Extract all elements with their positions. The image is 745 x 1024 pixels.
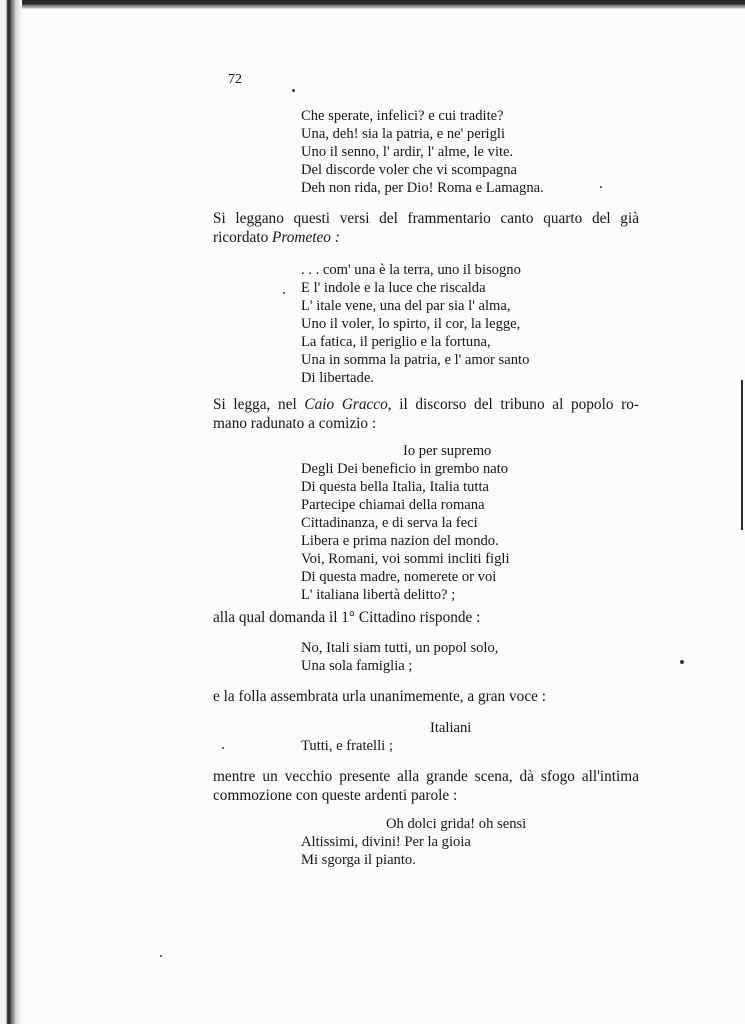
- page-number: 72: [228, 72, 242, 87]
- verse-line: E l' indole e la luce che riscalda: [301, 280, 486, 296]
- scan-speck: [680, 660, 684, 664]
- verse-line: Partecipe chiamai della romana: [301, 497, 485, 513]
- verse-line: No, Itali siam tutti, un popol solo,: [301, 640, 499, 656]
- verse-line: Del discorde voler che vi scompagna: [301, 162, 517, 178]
- scan-speck: [222, 747, 224, 749]
- verse-line: . . . com' una è la terra, uno il bisogno: [301, 262, 521, 278]
- verse-line: La fatica, il periglio e la fortuna,: [301, 334, 491, 350]
- verse-line: Mi sgorga il pianto.: [301, 852, 416, 868]
- verse-line: Io per supremo: [403, 443, 492, 459]
- verse-line: Una in somma la patria, e l' amor santo: [301, 352, 530, 368]
- scan-speck: [600, 186, 602, 188]
- verse-line: L' itale vene, una del par sia l' alma,: [301, 298, 511, 314]
- scan-speck: [292, 89, 295, 92]
- verse-line: Una sola famiglia ;: [301, 658, 413, 674]
- verse-line: Altissimi, divini! Per la gioia: [301, 834, 471, 850]
- verse-line: L' italiana libertà delitto? ;: [301, 587, 456, 603]
- scan-speck: [160, 955, 162, 957]
- prose-line: mentre un vecchio presente alla grande scena, dà sfogo all'intima: [213, 768, 639, 785]
- verse-line: Che sperate, infelici? e cui tradite?: [301, 108, 504, 124]
- work-title: Prometeo :: [272, 229, 340, 246]
- work-title: Caio Gracco,: [304, 396, 392, 413]
- prose-line: e la folla assembrata urla unanimemente, a gran voce :: [213, 688, 546, 705]
- prose-line: mano radunato a comizio :: [213, 415, 377, 432]
- verse-line: Tutti, e fratelli ;: [301, 738, 393, 754]
- prose-line: commozione con queste ardenti parole :: [213, 787, 458, 804]
- verse-line: Degli Dei beneficio in grembo nato: [301, 461, 509, 477]
- verse-line: Una, deh! sia la patria, e ne' perigli: [301, 126, 506, 142]
- verse-line: Libera e prima nazion del mondo.: [301, 533, 499, 549]
- prose-line: [213, 396, 639, 414]
- prose-text: il discorso del tribuno al popolo ro-: [391, 396, 639, 413]
- verse-line: Voi, Romani, voi sommi incliti figli: [301, 551, 510, 567]
- verse-line: Cittadinanza, e di serva la feci: [301, 515, 478, 531]
- scan-artifact: [741, 380, 743, 530]
- scan-speck: [283, 292, 285, 294]
- verse-line: Italiani: [430, 720, 472, 736]
- verse-line: Uno il senno, l' ardir, l' alme, le vite.: [301, 144, 514, 160]
- verse-line: Uno il voler, lo spirto, il cor, la legge,: [301, 316, 521, 332]
- prose-text: ricordato: [213, 229, 273, 246]
- page-binding-edge: [0, 0, 22, 1024]
- verse-line: Di libertade.: [301, 370, 374, 386]
- prose-line: Si leggano questi versi del frammentario canto quarto del già: [213, 210, 639, 227]
- verse-line: Deh non rida, per Dio! Roma e Lamagna.: [301, 180, 544, 196]
- verse-line: Di questa bella Italia, Italia tutta: [301, 479, 490, 495]
- verse-line: Di questa madre, nomerete or voi: [301, 569, 497, 585]
- page-top-edge: [0, 0, 745, 9]
- verse-line: Oh dolci grida! oh sensi: [386, 816, 527, 832]
- prose-line: alla qual domanda il 1° Cittadino risponde :: [213, 609, 481, 626]
- prose-text: Si legga, nel: [213, 396, 305, 413]
- prose-line: [213, 229, 340, 247]
